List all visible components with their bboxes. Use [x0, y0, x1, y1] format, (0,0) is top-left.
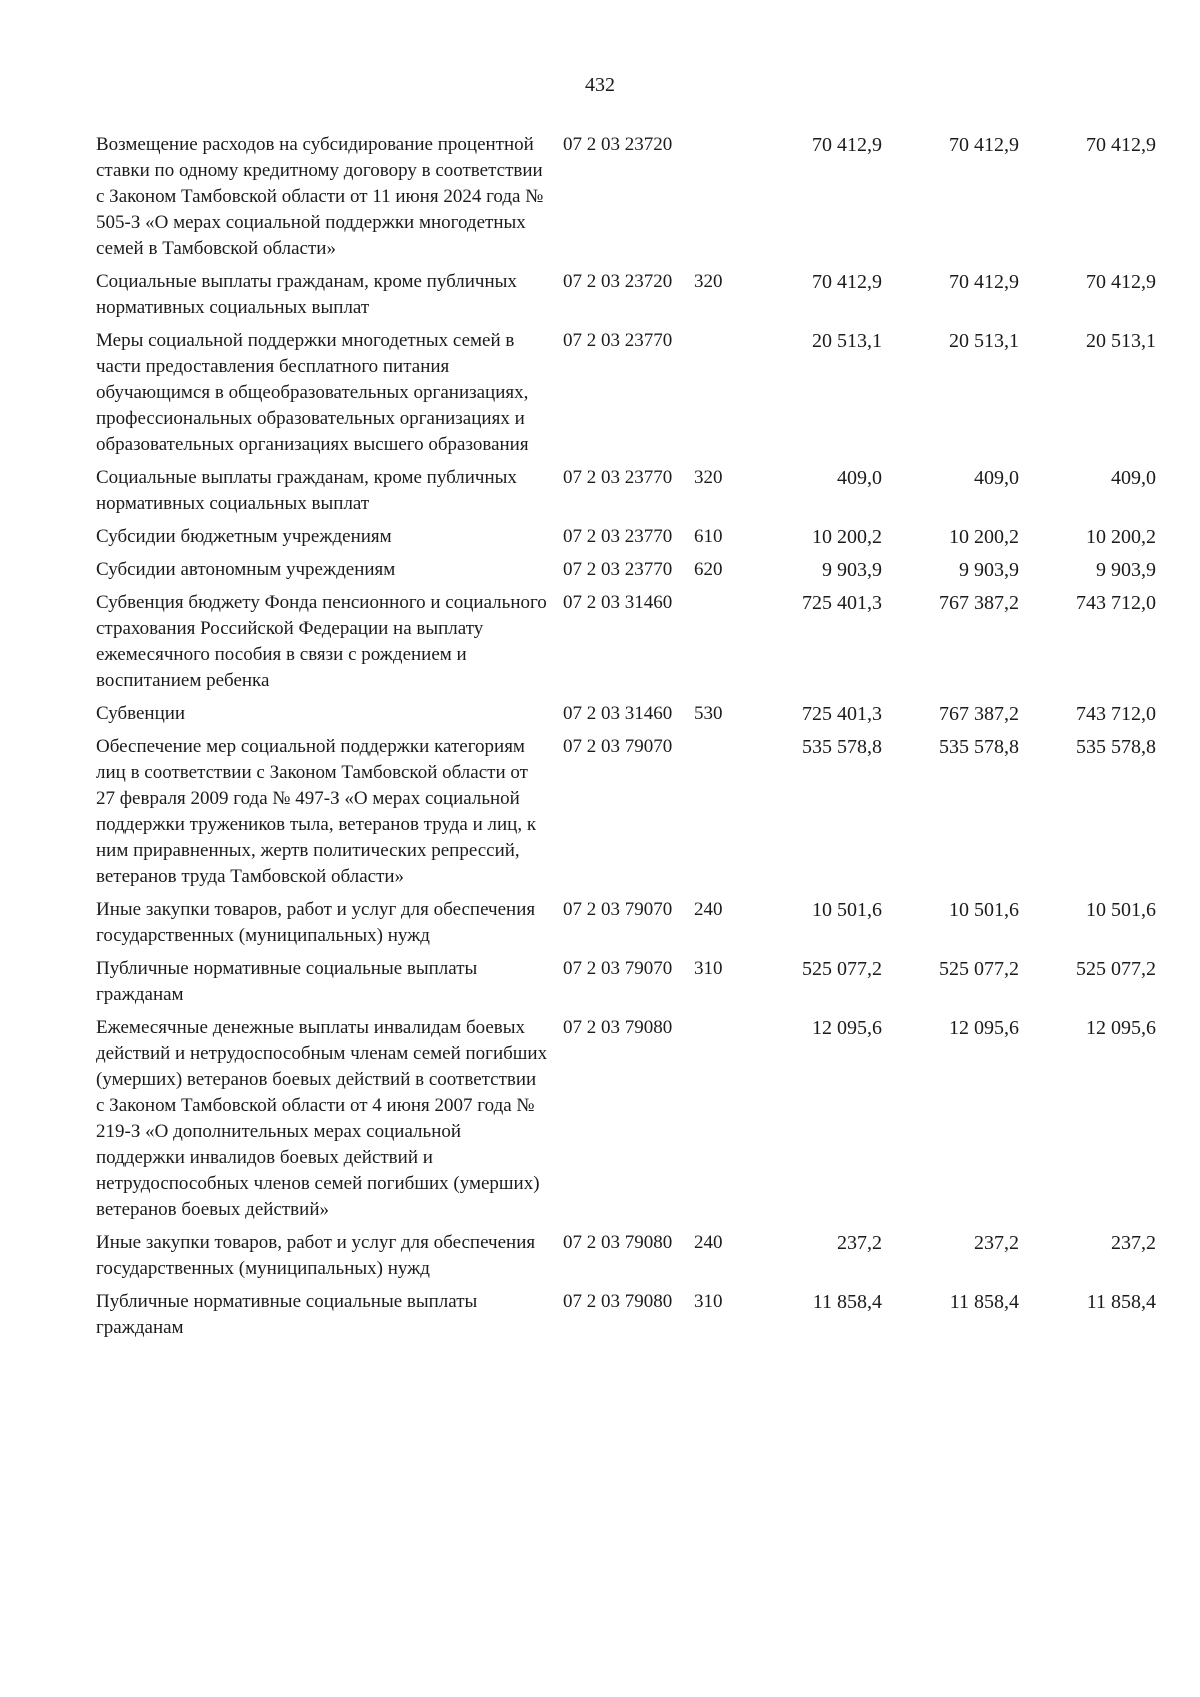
row-amount-2: 70 412,9: [949, 134, 1019, 156]
row-code: 07 2 03 23770: [563, 330, 673, 351]
row-name: Обеспечение мер социальной поддержки категориям лиц в соответствии с Законом Тамбовской области от 27 февраля 2009 года № 497-З «О мерах социальной поддержки тружеников тыла, ветеранов труда и лиц, к ним приравненных, жертв политических репрессий, ветеранов труда Тамбовской области»: [96, 736, 537, 887]
row-name: Ежемесячные денежные выплаты инвалидам боевых действий и нетрудоспособным членам семей погибших (умерших) ветеранов боевых действий в соответствии с Законом Тамбовской области от 4 июня 2007 года № 219-З «О дополнительных мерах социальной поддержки инвалидов боевых действий и нетрудоспособных членов семей погибших (умерших) ветеранов боевых действий»: [96, 1017, 548, 1220]
table-row: [96, 132, 1156, 262]
row-type: 610: [694, 526, 723, 547]
row-name: Субвенции: [96, 703, 186, 724]
table-row: [96, 701, 1156, 727]
row-code: 07 2 03 23720: [563, 134, 673, 155]
row-type: 310: [694, 1291, 723, 1312]
table-row: [96, 897, 1156, 949]
table-row: [96, 328, 1156, 458]
row-name: Иные закупки товаров, работ и услуг для обеспечения государственных (муниципальных) нужд: [96, 1232, 536, 1279]
table-row: [96, 465, 1156, 517]
table-row: [96, 1015, 1156, 1223]
table-row: [96, 590, 1156, 694]
row-amount-2: 9 903,9: [959, 559, 1019, 581]
row-amount-2: 20 513,1: [949, 330, 1019, 352]
row-name: Субсидии бюджетным учреждениям: [96, 526, 392, 547]
row-amount-2: 535 578,8: [939, 736, 1019, 758]
row-amount-3: 743 712,0: [1076, 703, 1156, 725]
row-amount-3: 70 412,9: [1086, 271, 1156, 293]
row-type: 240: [694, 1232, 723, 1253]
row-code: 07 2 03 23770: [563, 559, 673, 580]
row-amount-1: 725 401,3: [802, 703, 882, 725]
row-code: 07 2 03 23770: [563, 467, 673, 488]
row-name: Социальные выплаты гражданам, кроме публичных нормативных социальных выплат: [96, 467, 517, 514]
row-amount-1: 525 077,2: [802, 958, 882, 980]
row-amount-3: 11 858,4: [1086, 1291, 1156, 1313]
row-amount-3: 743 712,0: [1076, 592, 1156, 614]
row-name: Публичные нормативные социальные выплаты гражданам: [96, 1291, 478, 1338]
row-code: 07 2 03 79070: [563, 899, 673, 920]
row-type: 620: [694, 559, 723, 580]
row-code: 07 2 03 79080: [563, 1291, 673, 1312]
row-amount-1: 10 200,2: [812, 526, 882, 548]
row-name: Меры социальной поддержки многодетных семей в части предоставления бесплатного питания обучающимся в общеобразовательных организациях, профессиональных образовательных организациях и образовательных организациях высшего образования: [96, 330, 529, 455]
row-amount-3: 237,2: [1111, 1232, 1156, 1254]
row-type: 320: [694, 271, 723, 292]
table-row: [96, 734, 1156, 890]
row-code: 07 2 03 31460: [563, 592, 673, 613]
row-amount-3: 9 903,9: [1096, 559, 1156, 581]
row-amount-2: 525 077,2: [939, 958, 1019, 980]
row-type: 530: [694, 703, 723, 724]
row-amount-2: 10 501,6: [949, 899, 1019, 921]
row-name: Социальные выплаты гражданам, кроме публичных нормативных социальных выплат: [96, 271, 517, 318]
row-amount-1: 725 401,3: [802, 592, 882, 614]
row-type: 240: [694, 899, 723, 920]
row-code: 07 2 03 23720: [563, 271, 673, 292]
row-amount-1: 70 412,9: [812, 134, 882, 156]
row-amount-1: 70 412,9: [812, 271, 882, 293]
row-code: 07 2 03 79070: [563, 736, 673, 757]
row-code: 07 2 03 79080: [563, 1232, 673, 1253]
row-code: 07 2 03 23770: [563, 526, 673, 547]
row-amount-3: 10 501,6: [1086, 899, 1156, 921]
row-amount-1: 409,0: [837, 467, 882, 489]
row-amount-3: 535 578,8: [1076, 736, 1156, 758]
row-amount-2: 767 387,2: [939, 592, 1019, 614]
row-amount-1: 535 578,8: [802, 736, 882, 758]
row-amount-2: 237,2: [974, 1232, 1019, 1254]
row-amount-1: 11 858,4: [812, 1291, 882, 1313]
row-name: Субсидии автономным учреждениям: [96, 559, 396, 580]
row-amount-1: 12 095,6: [812, 1017, 882, 1039]
row-name: Субвенция бюджету Фонда пенсионного и социального страхования Российской Федерации на выплату ежемесячного пособия в связи с рождением и воспитанием ребенка: [96, 592, 547, 691]
table-row: [96, 1289, 1156, 1341]
row-amount-2: 10 200,2: [949, 526, 1019, 548]
row-name: Иные закупки товаров, работ и услуг для обеспечения государственных (муниципальных) нужд: [96, 899, 536, 946]
page-number: 432: [585, 74, 615, 96]
row-amount-3: 409,0: [1111, 467, 1156, 489]
table-row: [96, 956, 1156, 1008]
row-amount-1: 10 501,6: [812, 899, 882, 921]
row-type: 310: [694, 958, 723, 979]
table-row: [96, 524, 1156, 550]
row-amount-2: 12 095,6: [949, 1017, 1019, 1039]
row-code: 07 2 03 31460: [563, 703, 673, 724]
row-amount-2: 409,0: [974, 467, 1019, 489]
table-row: [96, 1230, 1156, 1282]
row-amount-3: 20 513,1: [1086, 330, 1156, 352]
row-amount-1: 20 513,1: [812, 330, 882, 352]
row-amount-3: 525 077,2: [1076, 958, 1156, 980]
row-type: 320: [694, 467, 723, 488]
row-amount-2: 70 412,9: [949, 271, 1019, 293]
row-code: 07 2 03 79070: [563, 958, 673, 979]
row-amount-2: 767 387,2: [939, 703, 1019, 725]
table-row: [96, 557, 1156, 583]
row-amount-3: 12 095,6: [1086, 1017, 1156, 1039]
row-amount-1: 9 903,9: [822, 559, 882, 581]
row-amount-3: 10 200,2: [1086, 526, 1156, 548]
row-name: Публичные нормативные социальные выплаты гражданам: [96, 958, 478, 1005]
row-name: Возмещение расходов на субсидирование процентной ставки по одному кредитному договору в соответствии с Законом Тамбовской области от 11 июня 2024 года № 505-З «О мерах социальной поддержки многодетных семей в Тамбовской области»: [96, 134, 544, 259]
row-amount-3: 70 412,9: [1086, 134, 1156, 156]
budget-table: [96, 132, 1156, 1348]
row-amount-2: 11 858,4: [949, 1291, 1019, 1313]
table-row: [96, 269, 1156, 321]
row-code: 07 2 03 79080: [563, 1017, 673, 1038]
row-amount-1: 237,2: [837, 1232, 882, 1254]
